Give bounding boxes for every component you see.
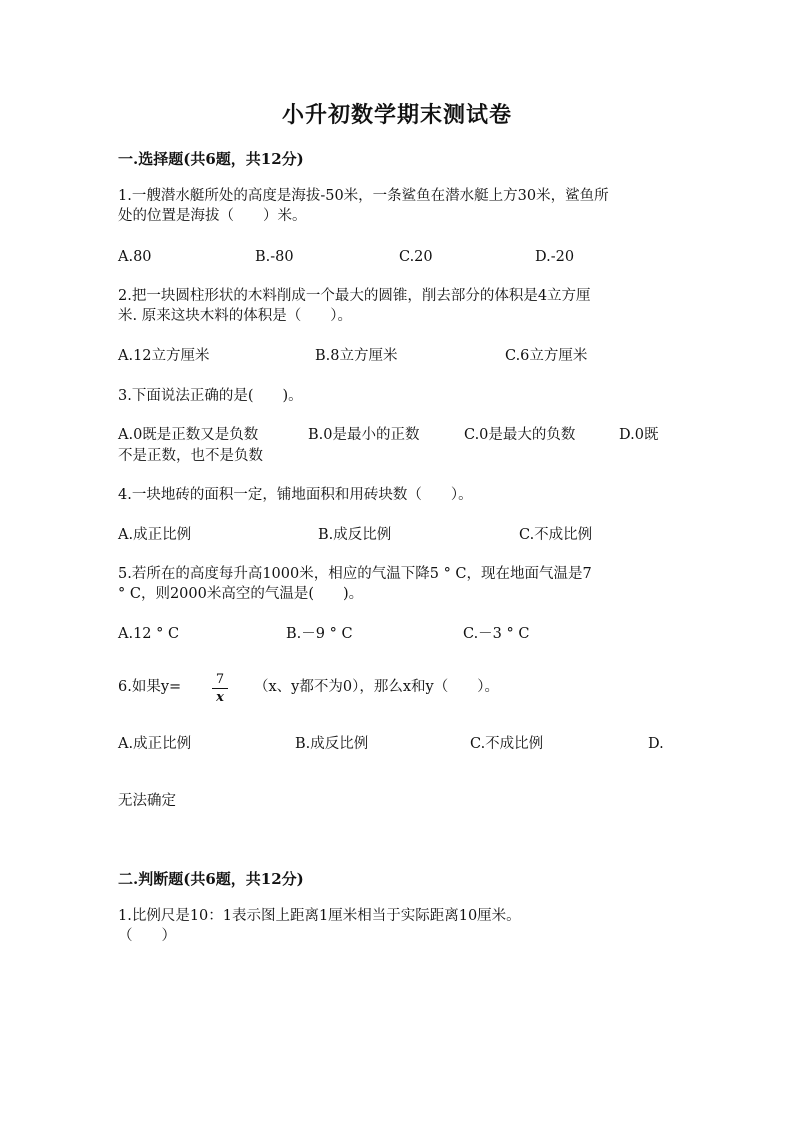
question-3-options-continued (118, 446, 678, 466)
question-6 (118, 677, 678, 697)
option-c[interactable]: C.不成比例 (519, 527, 593, 543)
question-text-line: ° C，则2000米高空的气温是( )。 (118, 586, 364, 602)
option-d[interactable]: D.-20 (535, 249, 575, 265)
fraction-7-over-x (212, 672, 228, 705)
option-c[interactable]: C.20 (399, 249, 433, 265)
question-3 (118, 386, 678, 406)
fraction-denominator: x (216, 690, 224, 705)
option-d-continued: 不是正数，也不是负数 (118, 448, 263, 464)
option-b[interactable]: B.0是最小的正数 (308, 427, 420, 443)
option-b[interactable]: B.－9 ° C (286, 626, 353, 642)
option-b[interactable]: B.-80 (255, 249, 294, 265)
question-text-suffix: （x、y都不为0），那么x和y（ ）。 (254, 679, 499, 695)
option-b[interactable]: B.成反比例 (318, 527, 392, 543)
question-5-options (118, 624, 678, 644)
option-c[interactable]: C.0是最大的负数 (464, 427, 576, 443)
question-text-line: 1.一艘潜水艇所处的高度是海拔-50米，一条鲨鱼在潜水艇上方30米，鲨鱼所 (118, 188, 609, 204)
option-a[interactable]: A.12 ° C (118, 626, 180, 642)
fraction-bar (212, 688, 228, 689)
question-2 (118, 286, 678, 326)
option-a[interactable]: A.80 (118, 249, 152, 265)
option-a[interactable]: A.12立方厘米 (118, 348, 210, 364)
answer-blank[interactable]: （ ） (118, 928, 176, 944)
question-5 (118, 564, 678, 604)
question-4 (118, 485, 678, 505)
question-1 (118, 186, 678, 226)
section-heading-judgement: 二.判断题(共6题，共12分) (118, 870, 304, 888)
option-c[interactable]: C.6立方厘米 (505, 348, 588, 364)
question-2-options (118, 346, 678, 366)
option-d-continued: 无法确定 (118, 793, 176, 809)
question-3-options (118, 425, 678, 445)
page-title: 小升初数学期末测试卷 (281, 102, 512, 128)
option-a[interactable]: A.成正比例 (118, 527, 192, 543)
option-a[interactable]: A.0既是正数又是负数 (118, 427, 259, 443)
option-b[interactable]: B.成反比例 (295, 736, 369, 752)
question-text-prefix: 6.如果y= (118, 679, 182, 695)
question-text-line: 3.下面说法正确的是( )。 (118, 388, 303, 404)
option-d[interactable]: D. (648, 736, 664, 752)
question-text-line: 1.比例尺是10：1表示图上距离1厘米相当于实际距离10厘米。 (118, 908, 521, 924)
question-text-line: 5.若所在的高度每升高1000米，相应的气温下降5 ° C，现在地面气温是7 (118, 566, 592, 582)
option-d[interactable]: D.0既 (619, 427, 659, 443)
section-heading-choice: 一.选择题(共6题，共12分) (118, 150, 304, 168)
question-text-line: 处的位置是海拔（ ）米。 (118, 208, 307, 224)
question-6-options-continued (118, 791, 678, 811)
question-text-line: 2.把一块圆柱形状的木料削成一个最大的圆锥，削去部分的体积是4立方厘 (118, 288, 591, 304)
question-6-options (118, 734, 678, 754)
question-text-line: 4.一块地砖的面积一定，铺地面积和用砖块数（ ）。 (118, 487, 473, 503)
question-text-line: 米. 原来这块木料的体积是（ ）。 (118, 308, 352, 324)
option-a[interactable]: A.成正比例 (118, 736, 192, 752)
question-4-options (118, 525, 678, 545)
option-b[interactable]: B.8立方厘米 (315, 348, 398, 364)
option-c[interactable]: C.不成比例 (470, 736, 544, 752)
judgement-question-1 (118, 906, 678, 946)
option-c[interactable]: C.－3 ° C (463, 626, 530, 642)
question-1-options (118, 247, 678, 267)
fraction-numerator: 7 (215, 672, 225, 687)
